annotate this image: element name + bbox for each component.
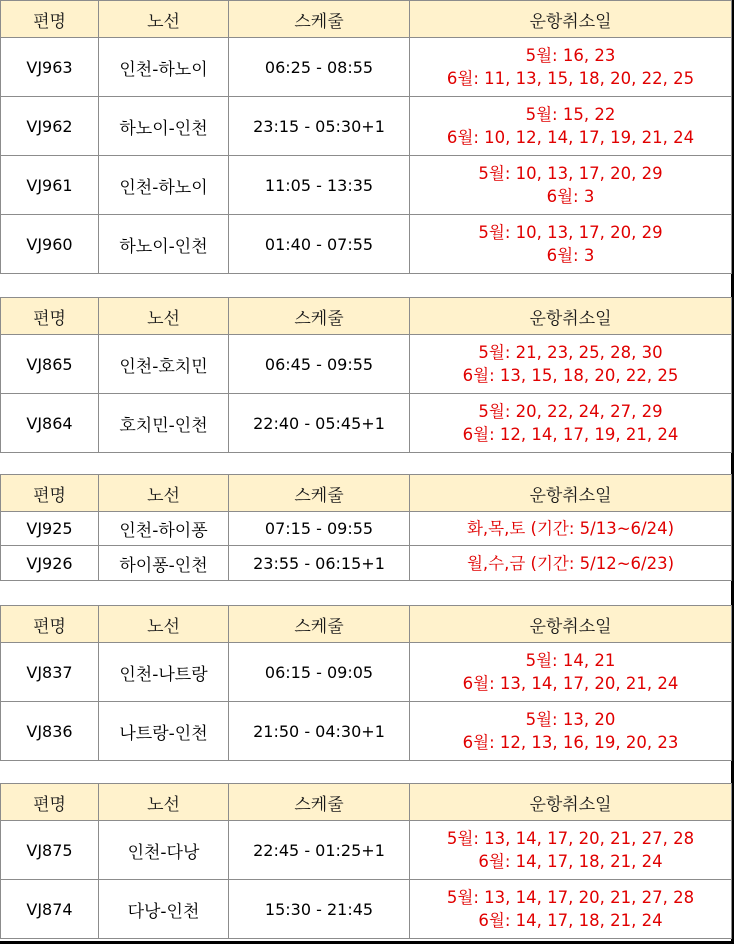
- table-row: [1, 215, 732, 274]
- flight-number: VJ961: [1, 156, 99, 215]
- header-row: [1, 784, 732, 821]
- flight-number: VJ836: [1, 702, 99, 761]
- table-row: [1, 97, 732, 156]
- cancel-days-line: 5월: 14, 21: [525, 651, 616, 670]
- header-row: [1, 1, 732, 38]
- schedule-cell: 07:15 - 09:55: [229, 512, 410, 546]
- cancel-days-line: 6월: 3: [546, 187, 595, 206]
- header-flight: 편명: [1, 606, 99, 643]
- header-schedule: 스케줄: [229, 1, 410, 38]
- cancel-days-cell: [410, 643, 732, 702]
- header-cancel-days: 운항취소일: [410, 298, 732, 335]
- header-row: [1, 298, 732, 335]
- header-flight: 편명: [1, 1, 99, 38]
- cancel-days-cell: [410, 546, 732, 581]
- route-cell: 하노이-인천: [99, 97, 229, 156]
- table-row: [1, 38, 732, 97]
- schedule-cell: 23:15 - 05:30+1: [229, 97, 410, 156]
- header-cancel-days: 운항취소일: [410, 1, 732, 38]
- route-cell: 다낭-인천: [99, 880, 229, 939]
- schedule-cell: 21:50 - 04:30+1: [229, 702, 410, 761]
- schedule-cell: 22:45 - 01:25+1: [229, 821, 410, 880]
- table-row: [1, 156, 732, 215]
- cancel-days-line: 6월: 13, 15, 18, 20, 22, 25: [462, 366, 679, 385]
- flight-number: VJ963: [1, 38, 99, 97]
- schedule-cell: 11:05 - 13:35: [229, 156, 410, 215]
- header-row: [1, 606, 732, 643]
- schedule-cell: 06:25 - 08:55: [229, 38, 410, 97]
- route-cell: 인천-다낭: [99, 821, 229, 880]
- cancel-days-cell: [410, 821, 732, 880]
- cancel-days-line: 6월: 14, 17, 18, 21, 24: [478, 852, 663, 871]
- schedule-table: [0, 297, 732, 453]
- table-row: [1, 702, 732, 761]
- flight-number: VJ875: [1, 821, 99, 880]
- schedule-cell: 15:30 - 21:45: [229, 880, 410, 939]
- route-cell: 하이퐁-인천: [99, 546, 229, 581]
- cancel-days-cell: [410, 394, 732, 453]
- cancel-days-line: 6월: 14, 17, 18, 21, 24: [478, 911, 663, 930]
- cancel-days-cell: [410, 880, 732, 939]
- route-cell: 하노이-인천: [99, 215, 229, 274]
- cancel-days-line: 5월: 10, 13, 17, 20, 29: [478, 164, 663, 183]
- header-row: [1, 475, 732, 512]
- flight-number: VJ960: [1, 215, 99, 274]
- cancel-days-cell: [410, 215, 732, 274]
- schedule-cell: 22:40 - 05:45+1: [229, 394, 410, 453]
- cancel-days-line: 6월: 12, 14, 17, 19, 21, 24: [462, 425, 679, 444]
- schedule-table: [0, 474, 732, 581]
- table-row: [1, 821, 732, 880]
- cancel-days-line: 5월: 16, 23: [525, 46, 616, 65]
- route-cell: 인천-호치민: [99, 335, 229, 394]
- header-flight: 편명: [1, 475, 99, 512]
- cancel-days-line: 5월: 21, 23, 25, 28, 30: [478, 343, 663, 362]
- cancel-days-line: 5월: 13, 14, 17, 20, 21, 27, 28: [446, 829, 695, 848]
- cancel-days-line: 6월: 13, 14, 17, 20, 21, 24: [462, 674, 679, 693]
- header-cancel-days: 운항취소일: [410, 606, 732, 643]
- table-row: [1, 880, 732, 939]
- route-cell: 인천-나트랑: [99, 643, 229, 702]
- cancel-days-cell: [410, 702, 732, 761]
- cancel-days-cell: [410, 156, 732, 215]
- route-cell: 호치민-인천: [99, 394, 229, 453]
- flight-number: VJ865: [1, 335, 99, 394]
- flight-number: VJ962: [1, 97, 99, 156]
- header-route: 노선: [99, 784, 229, 821]
- cancel-days-line: 6월: 11, 13, 15, 18, 20, 22, 25: [446, 69, 695, 88]
- cancel-days-line: 화,목,토 (기간: 5/13~6/24): [466, 519, 675, 538]
- header-flight: 편명: [1, 298, 99, 335]
- schedule-table: [0, 0, 732, 274]
- schedule-cell: 06:45 - 09:55: [229, 335, 410, 394]
- table-row: [1, 643, 732, 702]
- cancel-days-line: 5월: 10, 13, 17, 20, 29: [478, 223, 663, 242]
- route-cell: 나트랑-인천: [99, 702, 229, 761]
- header-schedule: 스케줄: [229, 298, 410, 335]
- header-schedule: 스케줄: [229, 784, 410, 821]
- cancel-days-line: 5월: 15, 22: [525, 105, 616, 124]
- header-route: 노선: [99, 298, 229, 335]
- table-row: [1, 394, 732, 453]
- cancel-days-line: 6월: 10, 12, 14, 17, 19, 21, 24: [446, 128, 695, 147]
- flight-number: VJ837: [1, 643, 99, 702]
- cancel-days-cell: [410, 512, 732, 546]
- header-route: 노선: [99, 475, 229, 512]
- cancel-days-line: 월,수,금 (기간: 5/12~6/23): [466, 553, 675, 573]
- table-row: [1, 546, 732, 581]
- header-cancel-days: 운항취소일: [410, 784, 732, 821]
- cancel-days-cell: [410, 335, 732, 394]
- flight-number: VJ926: [1, 546, 99, 581]
- cancel-days-line: 6월: 3: [546, 246, 595, 265]
- header-schedule: 스케줄: [229, 475, 410, 512]
- cancel-days-cell: [410, 97, 732, 156]
- schedule-table: [0, 783, 732, 939]
- flight-number: VJ925: [1, 512, 99, 546]
- table-row: [1, 335, 732, 394]
- header-route: 노선: [99, 606, 229, 643]
- cancel-days-line: 5월: 13, 14, 17, 20, 21, 27, 28: [446, 888, 695, 907]
- schedule-table: [0, 605, 732, 761]
- table-row: [1, 512, 732, 546]
- cancel-days-line: 6월: 12, 13, 16, 19, 20, 23: [462, 733, 679, 752]
- cancel-days-line: 5월: 20, 22, 24, 27, 29: [478, 402, 663, 421]
- schedule-cell: 01:40 - 07:55: [229, 215, 410, 274]
- cancel-days-cell: [410, 38, 732, 97]
- route-cell: 인천-하이퐁: [99, 512, 229, 546]
- header-cancel-days: 운항취소일: [410, 475, 732, 512]
- schedule-cell: 23:55 - 06:15+1: [229, 546, 410, 581]
- header-flight: 편명: [1, 784, 99, 821]
- route-cell: 인천-하노이: [99, 38, 229, 97]
- route-cell: 인천-하노이: [99, 156, 229, 215]
- header-route: 노선: [99, 1, 229, 38]
- flight-number: VJ864: [1, 394, 99, 453]
- cancel-days-line: 5월: 13, 20: [525, 710, 616, 729]
- schedule-cell: 06:15 - 09:05: [229, 643, 410, 702]
- header-schedule: 스케줄: [229, 606, 410, 643]
- flight-number: VJ874: [1, 880, 99, 939]
